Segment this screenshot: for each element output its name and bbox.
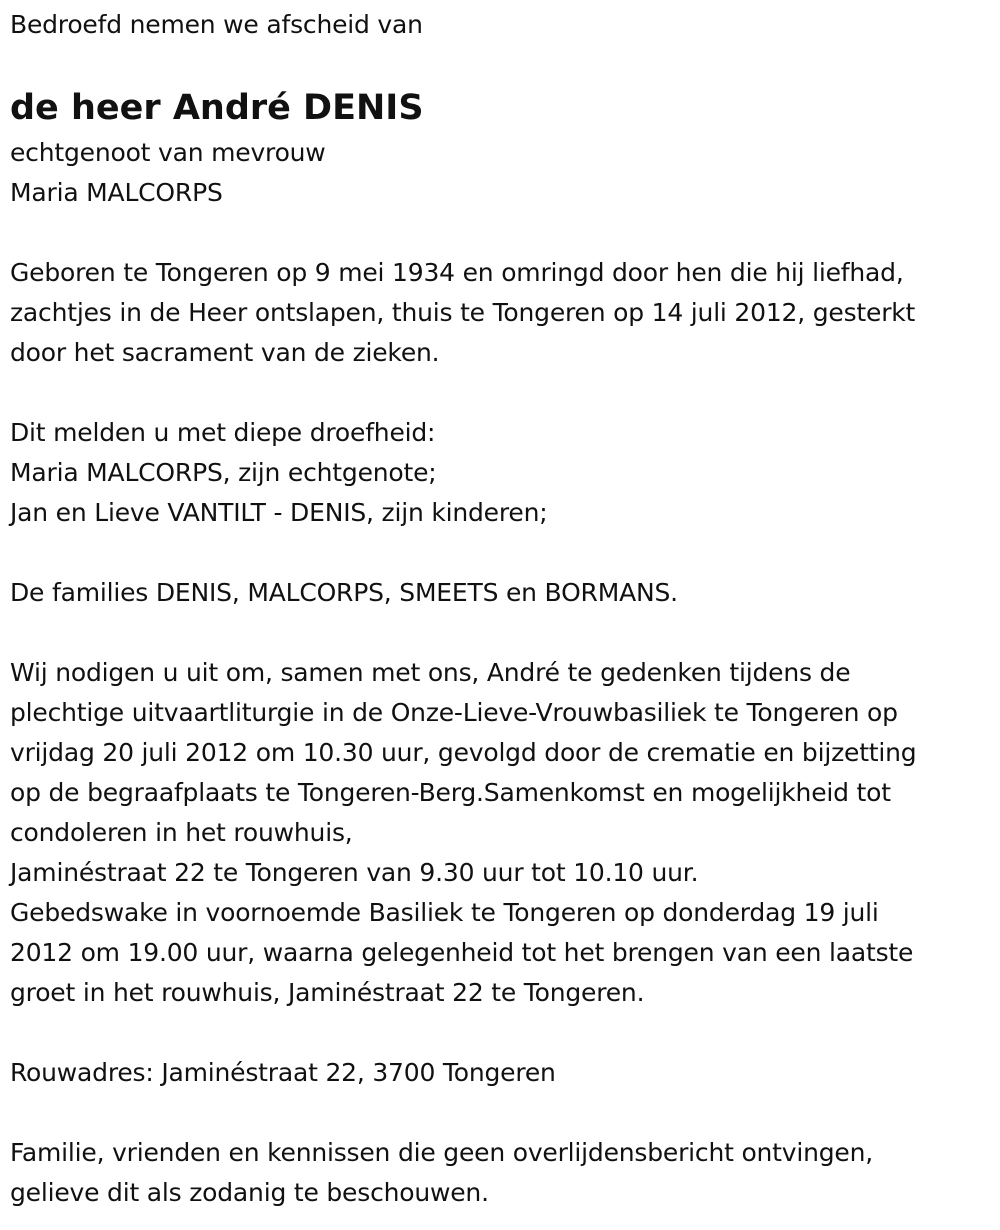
notice-body [10,88,917,1213]
paragraph-line: Geboren te Tongeren op 9 mei 1934 en omringd door hen die hij liefhad, [10,258,904,287]
spouse-line-2: Maria MALCORPS [10,178,223,207]
paragraph-line: gelieve dit als zodanig te beschouwen. [10,1178,489,1207]
families-line: De families DENIS, MALCORPS, SMEETS en BORMANS. [10,578,678,607]
paragraph-line: groet in het rouwhuis, Jaminéstraat 22 te Tongeren. [10,978,645,1007]
mourning-address: Rouwadres: Jaminéstraat 22, 3700 Tongeren [10,1058,556,1087]
paragraph-line: Gebedswake in voornoemde Basiliek te Tongeren op donderdag 19 juli [10,898,879,927]
spacer [10,213,916,253]
paragraph-line: door het sacrament van de zieken. [10,338,440,367]
closing-paragraph [10,1133,916,1213]
paragraph-line: op de begraafplaats te Tongeren-Berg.Samenkomst en mogelijkheid tot [10,778,891,807]
paragraph-line: condoleren in het rouwhuis, [10,818,353,847]
paragraph-line: Maria MALCORPS, zijn echtgenote; [10,458,437,487]
invitation-paragraph [10,653,916,1013]
paragraph-line: Wij nodigen u uit om, samen met ons, André te gedenken tijdens de [10,658,851,687]
opening-line: Bedroefd nemen we afscheid van [10,10,423,39]
spacer [10,1013,916,1053]
spacer [10,373,916,413]
birth-death-paragraph [10,253,916,373]
spacer [10,613,916,653]
paragraph-line: 2012 om 19.00 uur, waarna gelegenheid tot het brengen van een laatste [10,938,914,967]
paragraph-line: plechtige uitvaartliturgie in de Onze-Lieve-Vrouwbasiliek te Tongeren op [10,698,898,727]
spacer [10,533,916,573]
paragraph-line: Jan en Lieve VANTILT - DENIS, zijn kinderen; [10,498,548,527]
paragraph-line: Dit melden u met diepe droefheid: [10,418,436,447]
spouse-line-1: echtgenoot van mevrouw [10,138,326,167]
deceased-name: de heer André DENIS [10,88,424,128]
announcers-paragraph [10,413,916,533]
spacer [10,1093,916,1133]
paragraph-line: Familie, vrienden en kennissen die geen overlijdensbericht ontvingen, [10,1138,874,1167]
paragraph-line: Jaminéstraat 22 te Tongeren van 9.30 uur tot 10.10 uur. [10,858,699,887]
paragraph-line: vrijdag 20 juli 2012 om 10.30 uur, gevolgd door de crematie en bijzetting [10,738,917,767]
paragraph-line: zachtjes in de Heer ontslapen, thuis te Tongeren op 14 juli 2012, gesterkt [10,298,916,327]
